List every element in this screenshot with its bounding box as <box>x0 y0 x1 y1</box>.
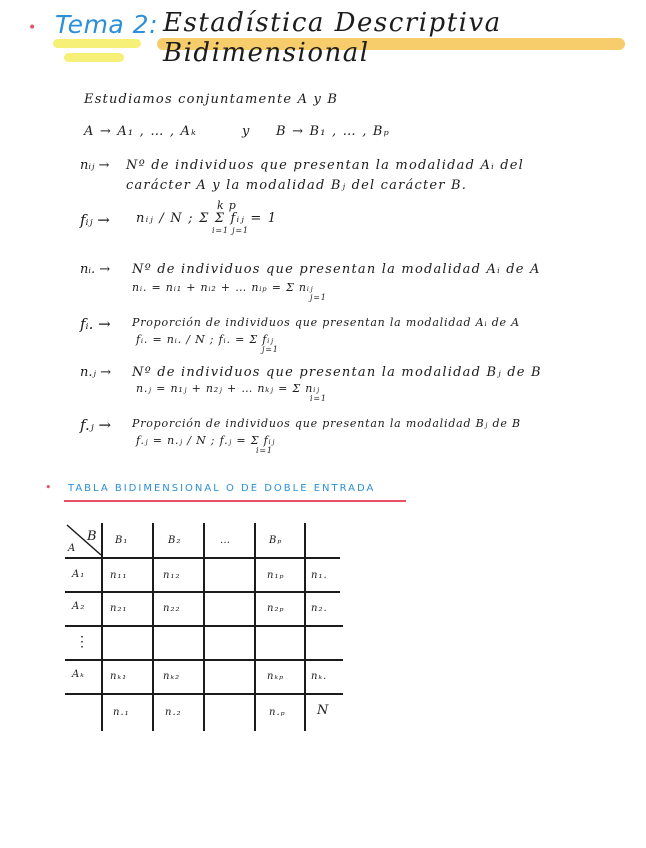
table-grid-line <box>65 557 340 559</box>
table-cell: nₖₚ <box>267 671 285 682</box>
table-grid-line <box>304 523 306 731</box>
modalities-a: A → A₁ , … , Aₖ <box>84 124 198 139</box>
table-cell: n₁₁ <box>110 570 128 581</box>
ni-label: nᵢ. → <box>80 262 111 277</box>
tema-highlight <box>53 39 141 48</box>
intro-line: Estudiamos conjuntamente A y B <box>84 92 339 107</box>
section-heading: TABLA BIDIMENSIONAL O DE DOBLE ENTRADA <box>68 483 376 494</box>
tema-highlight-second <box>64 53 124 62</box>
section-underline <box>64 500 406 502</box>
fj-label: f.ⱼ → <box>80 416 112 434</box>
header-col-1: B₁ <box>115 535 129 546</box>
table-cell: n.₁ <box>113 707 130 718</box>
row-label: Aₖ <box>72 669 85 680</box>
ni-sum-bottom: j=1 <box>310 293 327 302</box>
table-cell: nₖ₂ <box>163 671 181 682</box>
table-grid-line <box>65 659 343 661</box>
fj-sum-bottom: i=1 <box>256 446 273 455</box>
table-grid-line <box>65 625 343 627</box>
corner-b: B <box>87 529 98 544</box>
nj-formula: n.ⱼ = n₁ⱼ + n₂ⱼ + … nₖⱼ = Σ nᵢⱼ <box>136 382 320 395</box>
fj-formula: f.ⱼ = n.ⱼ / N ; f.ⱼ = Σ fᵢⱼ <box>136 434 276 447</box>
fi-formula: fᵢ. = nᵢ. / N ; fᵢ. = Σ fᵢⱼ <box>136 333 274 346</box>
header-col-4: Bₚ <box>269 535 283 546</box>
table-cell: n.₂ <box>165 707 182 718</box>
tema-label: Tema 2: <box>55 10 159 39</box>
table-cell: n₂₂ <box>163 603 181 614</box>
nij-definition: Nº de individuos que presentan la modalidad Aᵢ del <box>126 158 524 173</box>
table-cell: n₁ₚ <box>267 570 285 581</box>
table-cell: n₂ₚ <box>267 603 285 614</box>
header-col-3: … <box>220 535 231 546</box>
nij-label: nᵢⱼ → <box>80 158 110 173</box>
fi-label: fᵢ. → <box>80 315 111 333</box>
fij-definition: nᵢⱼ / N ; Σ Σ fᵢⱼ = 1 <box>136 211 278 226</box>
page-title: Estadística Descriptiva Bidimensional <box>163 8 502 68</box>
table-cell: n₁₂ <box>163 570 181 581</box>
modalities-b: B → B₁ , … , Bₚ <box>276 124 391 139</box>
nj-label: n.ⱼ → <box>80 365 111 380</box>
table-cell: nₖ₁ <box>110 671 128 682</box>
fij-sum-top: k p <box>217 199 237 212</box>
row-label: A₁ <box>72 569 86 580</box>
modalities-and: y <box>242 124 251 139</box>
table-cell: nₖ. <box>311 671 328 682</box>
table-grid-line <box>65 693 343 695</box>
table-grid-line <box>254 523 256 731</box>
ni-definition: Nº de individuos que presentan la modalidad Aᵢ de A <box>132 262 541 277</box>
ni-formula: nᵢ. = nᵢ₁ + nᵢ₂ + … nᵢₚ = Σ nᵢⱼ <box>132 281 314 294</box>
table-cell: n.ₚ <box>269 707 286 718</box>
header-col-2: B₂ <box>168 535 182 546</box>
fij-sum-bottom: i=1 j=1 <box>212 226 249 235</box>
nij-definition-cont: carácter A y la modalidad Bⱼ del carácter B. <box>126 178 468 193</box>
table-cell: n₂₁ <box>110 603 128 614</box>
section-bullet: • <box>45 481 52 494</box>
table-grid-line <box>65 591 340 593</box>
fj-definition: Proporción de individuos que presentan la modalidad Bⱼ de B <box>132 417 521 430</box>
table-cell: N <box>317 703 330 718</box>
row-label: A₂ <box>72 601 86 612</box>
table-grid-line <box>203 523 205 731</box>
row-label: ⋮ <box>75 634 90 650</box>
fij-label: fᵢⱼ → <box>80 211 110 229</box>
nj-sum-bottom: i=1 <box>310 394 327 403</box>
table-grid-line <box>152 523 154 731</box>
fi-sum-bottom: j=1 <box>262 345 279 354</box>
table-cell: n₂. <box>311 603 328 614</box>
title-bullet: • <box>28 20 37 36</box>
fi-definition: Proporción de individuos que presentan la modalidad Aᵢ de A <box>132 316 520 329</box>
table-cell: n₁. <box>311 570 328 581</box>
nj-definition: Nº de individuos que presentan la modalidad Bⱼ de B <box>132 365 542 380</box>
corner-a: A <box>68 543 77 554</box>
table-grid-line <box>101 523 103 731</box>
